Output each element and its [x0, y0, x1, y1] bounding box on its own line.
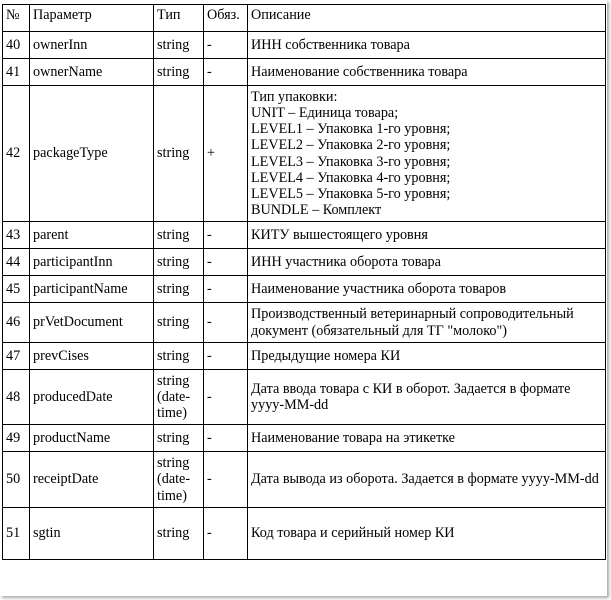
table-row	[3, 303, 606, 343]
row-required: +	[204, 86, 248, 222]
description-line: LEVEL1 – Упаковка 1-го уровня;	[251, 121, 451, 138]
description-line: UNIT – Единица товара;	[251, 104, 399, 121]
table-row	[3, 370, 606, 425]
table-row	[3, 249, 606, 276]
row-param: ownerInn	[30, 32, 154, 59]
row-param: productName	[30, 425, 154, 452]
header-type: Тип	[154, 5, 204, 32]
description-line: LEVEL2 – Упаковка 2-го уровня;	[251, 137, 451, 154]
row-type: string	[154, 508, 204, 560]
description-line: LEVEL3 – Упаковка 3-го уровня;	[251, 153, 451, 170]
table-row	[3, 508, 606, 560]
row-num: 45	[3, 276, 30, 303]
table-row	[3, 222, 606, 249]
row-required: -	[204, 276, 248, 303]
type-line: (date-	[157, 388, 191, 405]
row-description: Код товара и серийный номер КИ	[248, 508, 606, 560]
row-description: Дата ввода товара с КИ в оборот. Задается в формате yyyy-MM-dd	[248, 370, 606, 425]
row-required: -	[204, 425, 248, 452]
header-description: Описание	[248, 5, 606, 32]
header-num: №	[3, 5, 30, 32]
table-row	[3, 276, 606, 303]
table-row	[3, 59, 606, 86]
row-param: ownerName	[30, 59, 154, 86]
row-param: prevCises	[30, 343, 154, 370]
description-line: BUNDLE – Комплект	[251, 202, 382, 219]
row-description: Наименование собственника товара	[248, 59, 606, 86]
row-param: receiptDate	[30, 452, 154, 508]
row-type: string	[154, 425, 204, 452]
row-required: -	[204, 32, 248, 59]
description-line: LEVEL4 – Упаковка 4-го уровня;	[251, 169, 451, 186]
header-required: Обяз.	[204, 5, 248, 32]
row-required: -	[204, 508, 248, 560]
type-line: time)	[157, 405, 187, 422]
type-line: (date-	[157, 471, 191, 488]
row-description: Производственный ветеринарный сопроводительный документ (обязательный для ТГ "молоко")	[248, 303, 606, 343]
row-type	[154, 370, 204, 425]
row-type: string	[154, 222, 204, 249]
row-required: -	[204, 343, 248, 370]
row-type	[154, 452, 204, 508]
table-row	[3, 343, 606, 370]
row-param: participantInn	[30, 249, 154, 276]
table-row	[3, 452, 606, 508]
row-num: 40	[3, 32, 30, 59]
row-type: string	[154, 249, 204, 276]
row-type: string	[154, 303, 204, 343]
row-num: 50	[3, 452, 30, 508]
row-description: Наименование участника оборота товаров	[248, 276, 606, 303]
row-description: ИНН собственника товара	[248, 32, 606, 59]
row-description	[248, 86, 606, 222]
row-param: packageType	[30, 86, 154, 222]
row-required: -	[204, 370, 248, 425]
row-type: string	[154, 343, 204, 370]
row-description: КИТУ вышестоящего уровня	[248, 222, 606, 249]
row-param: producedDate	[30, 370, 154, 425]
table-header-row	[3, 5, 606, 32]
row-type: string	[154, 86, 204, 222]
row-num: 49	[3, 425, 30, 452]
description-line: LEVEL5 – Упаковка 5-го уровня;	[251, 185, 451, 202]
parameters-table	[2, 4, 606, 560]
row-description: Предыдущие номера КИ	[248, 343, 606, 370]
type-line: time)	[157, 487, 187, 504]
row-type: string	[154, 276, 204, 303]
row-num: 44	[3, 249, 30, 276]
type-line: string	[157, 372, 190, 389]
row-param: sgtin	[30, 508, 154, 560]
row-required: -	[204, 303, 248, 343]
row-required: -	[204, 452, 248, 508]
row-num: 41	[3, 59, 30, 86]
row-num: 48	[3, 370, 30, 425]
header-param: Параметр	[30, 5, 154, 32]
row-description: Дата вывода из оборота. Задается в формате yyyy-MM-dd	[248, 452, 606, 508]
row-required: -	[204, 59, 248, 86]
row-num: 47	[3, 343, 30, 370]
row-required: -	[204, 249, 248, 276]
row-description: ИНН участника оборота товара	[248, 249, 606, 276]
row-param: parent	[30, 222, 154, 249]
row-param: participantName	[30, 276, 154, 303]
table-row	[3, 86, 606, 222]
row-required: -	[204, 222, 248, 249]
description-line: Тип упаковки:	[251, 88, 338, 105]
row-num: 43	[3, 222, 30, 249]
row-type: string	[154, 32, 204, 59]
row-num: 42	[3, 86, 30, 222]
row-type: string	[154, 59, 204, 86]
row-description: Наименование товара на этикетке	[248, 425, 606, 452]
table-row	[3, 32, 606, 59]
row-param: prVetDocument	[30, 303, 154, 343]
row-num: 51	[3, 508, 30, 560]
type-line: string	[157, 455, 190, 472]
row-num: 46	[3, 303, 30, 343]
table-row	[3, 425, 606, 452]
